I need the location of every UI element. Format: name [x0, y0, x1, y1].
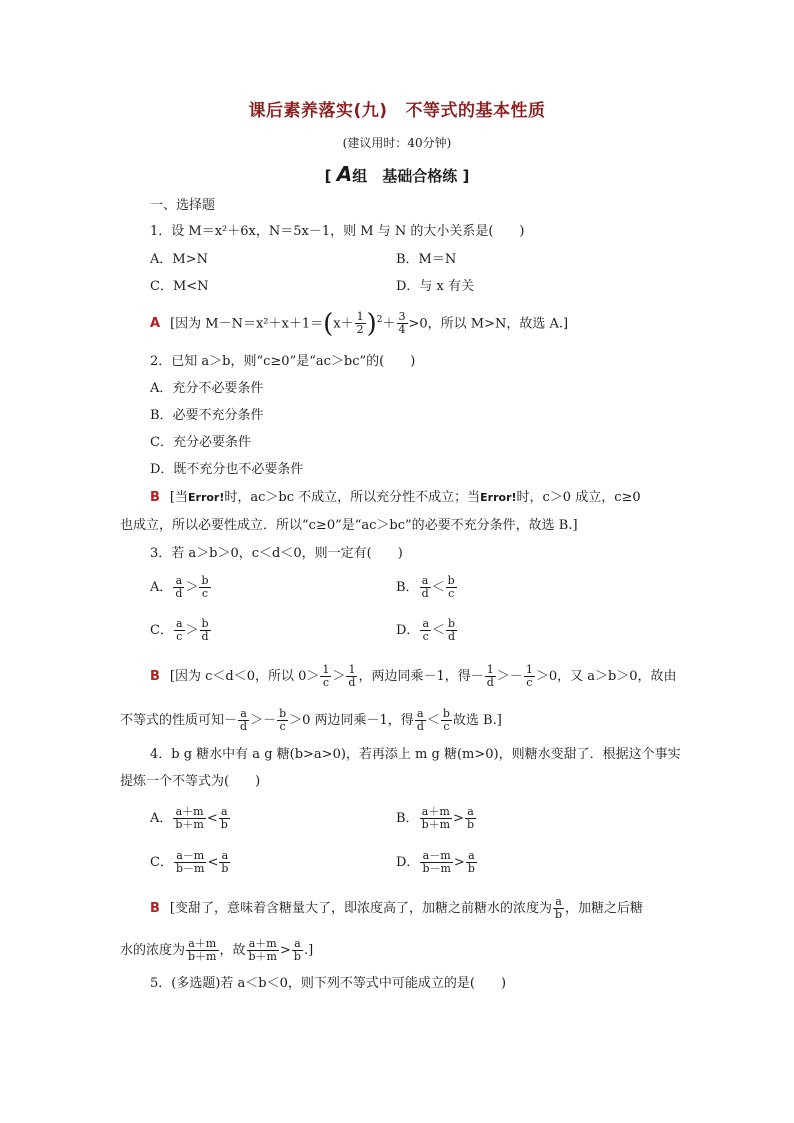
fraction: $\frac{a}{b}$	[220, 805, 228, 831]
fraction: $\frac{a}{d}$	[175, 574, 183, 600]
q1-option-c: C．M<N	[150, 279, 209, 294]
q4-stem-line2: 提炼一个不等式为( )	[120, 774, 261, 789]
fraction: $\frac{b}{c}$	[201, 574, 209, 600]
q3-option-c: C． $\frac{a}{c}$ ＞ $\frac{b}{d}$	[150, 617, 209, 643]
fraction: $\frac{a}{c}$	[422, 617, 429, 643]
group-heading: [ A组 基础合格练 ]	[324, 162, 470, 186]
fraction: $\frac{1}{c}$	[525, 663, 533, 689]
q1-option-b: B．M＝N	[396, 252, 457, 267]
q2-option-b: B．必要不充分条件	[150, 408, 264, 423]
fraction: $\frac{b}{d}$	[201, 617, 209, 643]
fraction: $\frac{1}{c}$	[322, 663, 330, 689]
q4-answer-line2: 水的浓度为 $\frac{a+m}{b+m}$ ，故 $\frac{a+m}{b+m}$ > $\frac{a}{b}$ .]	[120, 937, 314, 963]
fraction: $\frac{a-m}{b-m}$	[422, 849, 451, 875]
time-note: (建议用时：40分钟)	[342, 136, 452, 150]
q3-answer-letter: B	[150, 669, 160, 684]
fraction: $\frac{1}{d}$	[486, 663, 494, 689]
q4-option-c: C． $\frac{a-m}{b-m}$ < $\frac{a}{b}$	[150, 849, 229, 875]
page-title	[0, 96, 794, 121]
q3-option-b: B． $\frac{a}{d}$ ＜ $\frac{b}{c}$	[396, 574, 455, 600]
fraction: $\frac{b}{d}$	[448, 617, 456, 643]
q5-stem: 5．(多选题)若 a＜b＜0，则下列不等式中可能成立的是( )	[150, 976, 507, 991]
group-letter: A	[336, 162, 353, 186]
q3-stem: 3．若 a＞b＞0，c＜d＜0，则一定有( )	[150, 546, 403, 561]
q1-stem: 1．设 M＝x²＋6x，N＝5x－1，则 M 与 N 的大小关系是( )	[150, 224, 525, 239]
fraction: $\frac{3}{4}$	[398, 310, 406, 337]
q4-answer-letter: B	[150, 901, 160, 916]
fraction: $\frac{a+m}{b+m}$	[421, 805, 451, 831]
q1-option-a: A．M>N	[150, 252, 208, 267]
q3-answer: B [因为 c＜d＜0，所以 0＞ $\frac{1}{c}$ ＞ $\frac{1}{d}$ ，两边同乘－1，得－ $\frac{1}{d}$ ＞－ $\frac{1}{c}$ ＞0，又 a＞b＞0，故由	[150, 663, 677, 689]
title-sub: 不等式的基本性质	[405, 101, 546, 121]
q3-answer-line2: 不等式的性质可知－ $\frac{a}{d}$ ＞－ $\frac{b}{c}$ ＞0 两边同乘－1，得 $\frac{a}{d}$ ＜ $\frac{b}{c}$ 故选 B.]	[120, 707, 502, 733]
fraction: $\frac{a}{b}$	[555, 895, 563, 921]
q2-answer-letter: B	[150, 490, 160, 505]
fraction: $\frac{a}{b}$	[221, 849, 229, 875]
q2-stem: 2．已知 a＞b，则“c≥0”是“ac＞bc”的( )	[150, 354, 416, 369]
fraction: $\frac{a+m}{b+m}$	[175, 805, 204, 831]
fraction: $\frac{a+m}{b+m}$	[188, 937, 217, 963]
q1-answer: A [因为 M－N＝x²＋x＋1＝(x＋ $\frac{1}{2}$ )$^2$＋ $\frac{3}{4}$ >0，所以 M>N，故选 A.]	[150, 308, 569, 339]
fraction: $\frac{a}{d}$	[421, 574, 429, 600]
fraction: $\frac{a-m}{b-m}$	[175, 849, 205, 875]
fraction: $\frac{a}{b}$	[293, 937, 301, 963]
error-placeholder: Error!	[188, 491, 225, 504]
fraction: $\frac{a}{b}$	[466, 805, 474, 831]
fraction: $\frac{b}{c}$	[447, 574, 455, 600]
q2-answer-line2: 也成立，所以必要性成立．所以“c≥0”是“ac＞bc”的必要不充分条件，故选 B.]	[120, 518, 578, 533]
q1-option-d: D．与 x 有关	[396, 279, 475, 294]
fraction: $\frac{a}{c}$	[175, 617, 183, 643]
fraction: $\frac{b}{c}$	[442, 707, 450, 733]
fraction: $\frac{a+m}{b+m}$	[248, 937, 277, 963]
q4-option-a: A． $\frac{a+m}{b+m}$ < $\frac{a}{b}$	[150, 805, 228, 831]
q4-option-d: D． $\frac{a-m}{b-m}$ > $\frac{a}{b}$	[396, 849, 475, 875]
q2-answer: B [当Error!时，ac＞bc 不成立，所以充分性不成立；当Error!时，c＞0 成立，c≥0	[150, 490, 641, 505]
fraction: $\frac{1}{d}$	[348, 663, 356, 689]
group-label: 组 基础合格练	[352, 167, 458, 185]
q3-option-d: D． $\frac{a}{c}$ ＜ $\frac{b}{d}$	[396, 617, 456, 643]
title-main: 课后素养落实(九)	[248, 101, 388, 121]
q4-stem-line1: 4．b g 糖水中有 a g 糖(b>a>0)，若再添上 m g 糖(m>0)，则糖水变甜了．根据这个事实	[150, 747, 681, 762]
error-placeholder: Error!	[480, 491, 517, 504]
q2-option-d: D．既不充分也不必要条件	[150, 462, 304, 477]
q3-option-a: A． $\frac{a}{d}$ ＞ $\frac{b}{c}$	[150, 574, 209, 600]
q4-option-b: B． $\frac{a+m}{b+m}$ > $\frac{a}{b}$	[396, 805, 474, 831]
fraction: $\frac{a}{d}$	[240, 707, 248, 733]
fraction: $\frac{1}{2}$	[356, 310, 364, 337]
section-label: 一、选择题	[150, 198, 216, 213]
q4-answer: B [变甜了，意味着含糖量大了，即浓度高了，加糖之前糖水的浓度为 $\frac{a}{b}$ ，加糖之后糖	[150, 895, 644, 921]
q2-option-a: A．充分不必要条件	[150, 381, 264, 396]
q2-option-c: C．充分必要条件	[150, 435, 251, 450]
fraction: $\frac{a}{d}$	[416, 707, 424, 733]
q1-answer-letter: A	[150, 316, 161, 332]
fraction: $\frac{a}{b}$	[467, 849, 475, 875]
fraction: $\frac{b}{c}$	[279, 707, 287, 733]
